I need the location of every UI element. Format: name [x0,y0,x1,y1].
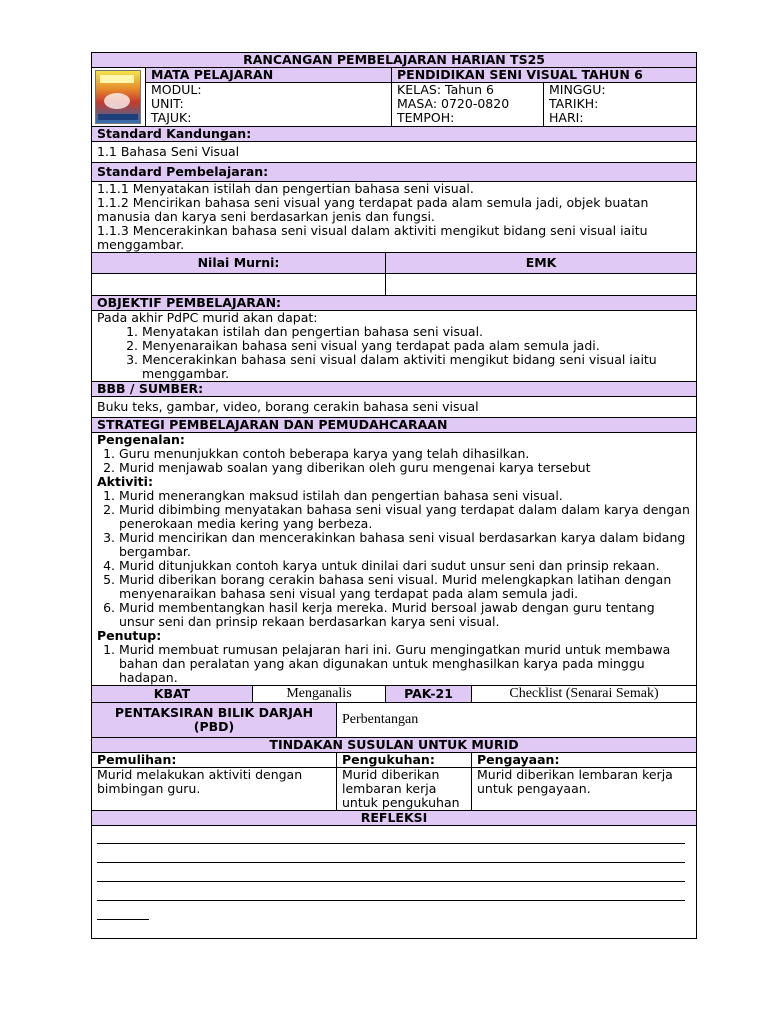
objektif-intro: Pada akhir PdPC murid akan dapat: [97,309,318,325]
standard-pembelajaran-label: Standard Pembelajaran: [92,162,697,181]
pengukuhan-value: Murid diberikan lembaran kerja untuk pengukuhan [337,767,472,810]
aktiviti-item: 1. Murid menerangkan maksud istilah dan pengertian bahasa seni visual. [119,489,691,503]
standard-kandungan-label: Standard Kandungan: [92,126,697,141]
kbat-value: Menganalis [253,685,386,702]
pbd-value: Perbentangan [337,702,697,737]
standard-kandungan-value: 1.1 Bahasa Seni Visual [92,141,697,162]
objektif-label: OBJEKTIF PEMBELAJARAN: [92,295,697,310]
pak21-value: Checklist (Senarai Semak) [472,685,697,702]
refleksi-line [97,881,685,882]
aktiviti-item: 6. Murid membentangkan hasil kerja mereka. Murid bersoal jawab dengan guru tentang unsur seni dan prinsip rekaan berdasarkan karya seni visual. [119,601,691,629]
minggu-field: MINGGU: [544,83,697,98]
tempoh-field: TEMPOH: [392,111,544,126]
refleksi-area [92,825,697,938]
tajuk-field: TAJUK: [146,111,392,126]
tindakan-label: TINDAKAN SUSULAN UNTUK MURID [92,737,697,752]
aktiviti-item: 5. Murid diberikan borang cerakin bahasa seni visual. Murid melengkapkan latihan dengan menyenaraikan bahasa seni visual yang terdapat pada alam semula jadi. [119,573,691,601]
subject-value: PENDIDIKAN SENI VISUAL TAHUN 6 [392,68,697,83]
nilai-murni-value [92,273,386,295]
pemulihan-value: Murid melakukan aktiviti dengan bimbingan guru. [92,767,337,810]
pengenalan-item: 2. Murid menjawab soalan yang diberikan oleh guru mengenai karya tersebut [119,461,691,475]
pak21-label: PAK-21 [386,685,472,702]
refleksi-label: REFLEKSI [92,810,697,825]
pengayaan-value: Murid diberikan lembaran kerja untuk pengayaan. [472,767,697,810]
unit-field: UNIT: [146,97,392,111]
kelas-field: KELAS: Tahun 6 [392,83,544,98]
pemulihan-label: Pemulihan: [92,752,337,767]
objektif-item: 3. Mencerakinkan bahasa seni visual dalam aktiviti mengikut bidang seni visual iaitu menggambar. [142,353,691,381]
lesson-plan-table [91,52,697,939]
aktiviti-item: 3. Murid mencirikan dan mencerakinkan bahasa seni visual berdasarkan karya dalam bidang bergambar. [119,531,691,559]
objektif-content [92,310,697,381]
pengayaan-label: Pengayaan: [472,752,697,767]
lesson-plan-form [91,52,696,939]
pengenalan-item: 1. Guru menunjukkan contoh beberapa karya yang telah dihasilkan. [119,447,691,461]
refleksi-line [97,862,685,863]
sp-item: 1.1.1 Menyatakan istilah dan pengertian bahasa seni visual. [97,180,474,196]
pengukuhan-label: Pengukuhan: [337,752,472,767]
strategi-content [92,432,697,685]
refleksi-line [97,843,685,844]
refleksi-line [97,919,149,920]
cover-cell [92,68,146,127]
pbd-label: PENTAKSIRAN BILIK DARJAH (PBD) [92,702,337,737]
refleksi-line [97,900,685,901]
aktiviti-label: Aktiviti: [97,473,153,489]
aktiviti-item: 2. Murid dibimbing menyatakan bahasa seni visual yang terdapat dalam dalam karya dengan penerokaan media kering yang berbeza. [119,503,691,531]
pengenalan-list [97,447,691,475]
penutup-label: Penutup: [97,627,162,643]
emk-value [386,273,697,295]
kbat-label: KBAT [92,685,253,702]
penutup-item: 1. Murid membuat rumusan pelajaran hari ini. Guru mengingatkan murid untuk membawa bahan dan peralatan yang akan digunakan untuk menghasilkan karya pada minggu hadapan. [119,643,691,685]
aktiviti-item: 4. Murid ditunjukkan contoh karya untuk dinilai dari sudut unsur seni dan prinsip rekaan. [119,559,691,573]
objektif-item: 1. Menyatakan istilah dan pengertian bahasa seni visual. [142,325,691,339]
masa-field: MASA: 0720-0820 [392,97,544,111]
textbook-cover-image [95,70,141,124]
standard-pembelajaran-list [92,181,697,252]
sp-item: 1.1.2 Mencirikan bahasa seni visual yang terdapat pada alam semula jadi, objek buatan manusia dan karya seni berdasarkan jenis dan fungsi. [97,194,649,224]
hari-field: HARI: [544,111,697,126]
sp-item: 1.1.3 Mencerakinkan bahasa seni visual dalam aktiviti mengikut bidang seni visual iaitu menggambar. [97,222,648,252]
tarikh-field: TARIKH: [544,97,697,111]
aktiviti-list [97,489,691,629]
subject-label: MATA PELAJARAN [146,68,392,83]
bbb-value: Buku teks, gambar, video, borang cerakin bahasa seni visual [92,396,697,417]
strategi-label: STRATEGI PEMBELAJARAN DAN PEMUDAHCARAAN [92,417,697,432]
objektif-item: 2. Menyenaraikan bahasa seni visual yang terdapat pada alam semula jadi. [142,339,691,353]
form-title: RANCANGAN PEMBELAJARAN HARIAN TS25 [92,53,697,68]
penutup-list [97,643,691,685]
modul-field: MODUL: [146,83,392,98]
emk-label: EMK [386,252,697,273]
bbb-label: BBB / SUMBER: [92,381,697,396]
nilai-murni-label: Nilai Murni: [92,252,386,273]
pengenalan-label: Pengenalan: [97,431,185,447]
objektif-list [97,325,691,381]
